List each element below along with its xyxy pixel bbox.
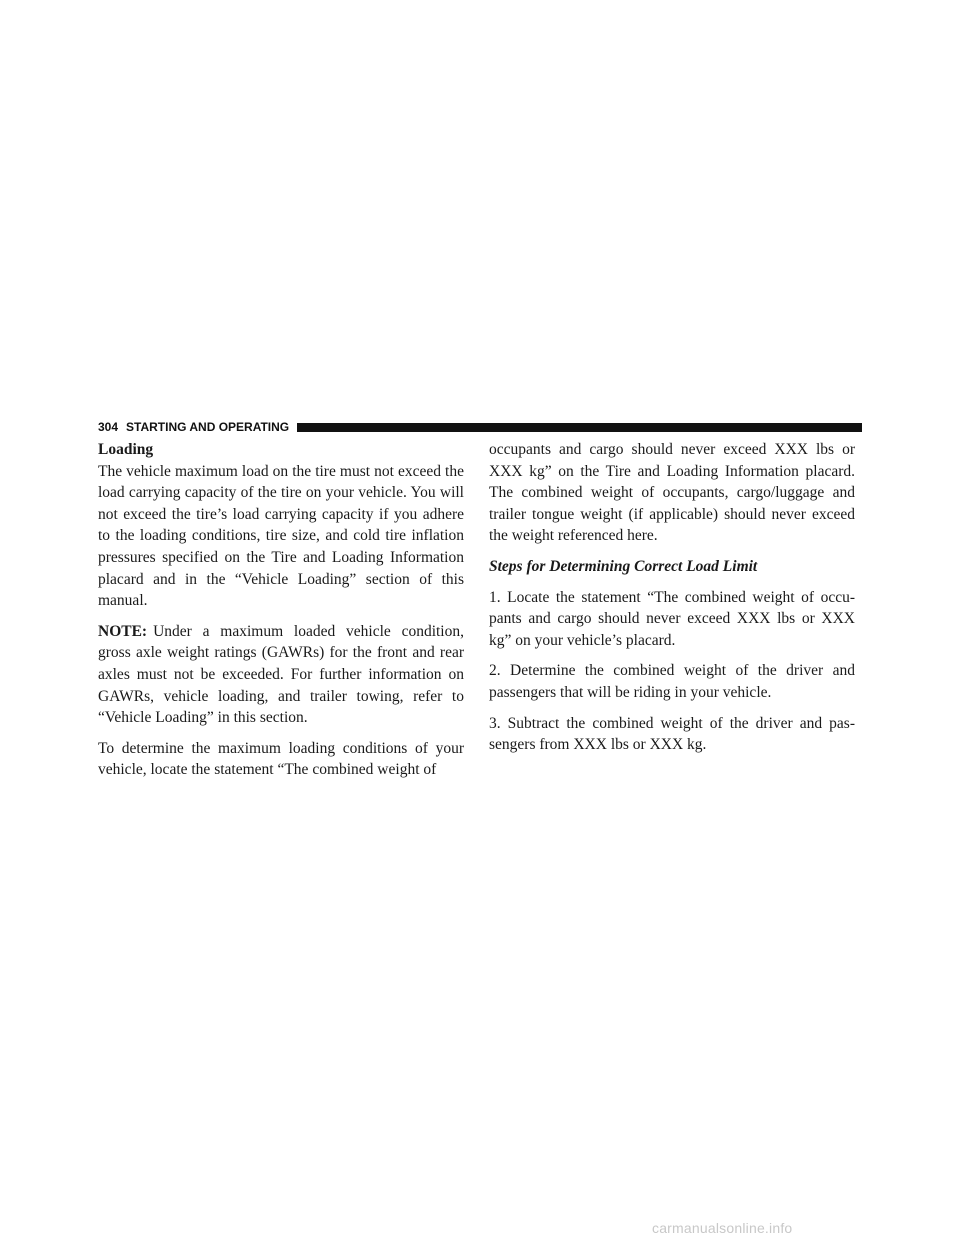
step-2: 2. Determine the combined weight of the driver and passengers that will be riding in your vehicle. [489,662,855,701]
note-label: NOTE: [98,622,148,640]
step-3: 3. Subtract the combined weight of the driver and pas-sengers from XXX lbs or XXX kg. [489,714,855,754]
page-header [98,419,862,435]
loading-heading: Loading [98,441,154,458]
step-1: 1. Locate the statement “The combined weight of occu-pants and cargo should never exceed XXX lbs or XXX kg” on your vehicle’s placard. [489,588,855,649]
note-paragraph [98,621,464,729]
page-number: 304 [98,420,119,434]
steps-subheading: Steps for Determining Correct Load Limit [489,557,758,575]
loading-paragraph: The vehicle maximum load on the tire must not exceed the load carrying capacity of the tire on your vehicle. You will not exceed the tire’s load carrying capacity if you adhere to the loading conditions, tire size, and cold tire inflation pressures specified on the Tire and Loading Information placard and in the “Vehicle Loading” section of this manual. [98,462,464,610]
header-rule [297,423,862,432]
right-column [489,439,855,765]
left-column [98,439,464,790]
max-loading-paragraph: To determine the maximum loading conditions of your vehicle, locate the statement “The combined weight of [98,739,464,779]
section-title: STARTING AND OPERATING [126,420,290,434]
watermark-link[interactable]: carmanualsonline.info [652,1220,793,1236]
continued-paragraph: occupants and cargo should never exceed XXX lbs or XXX kg” on the Tire and Loading Information placard. The combined weight of occupants, cargo/luggage and trailer tongue weight (if applicable) should never exceed the weight referenced here. [489,441,855,545]
note-text: Under a maximum loaded vehicle condition, gross axle weight ratings (GAWRs) for the front and rear axles must not be exceeded. For further information on GAWRs, vehicle loading, and trailer towing, refer to “Vehicle Loading” in this section. [98,622,464,727]
